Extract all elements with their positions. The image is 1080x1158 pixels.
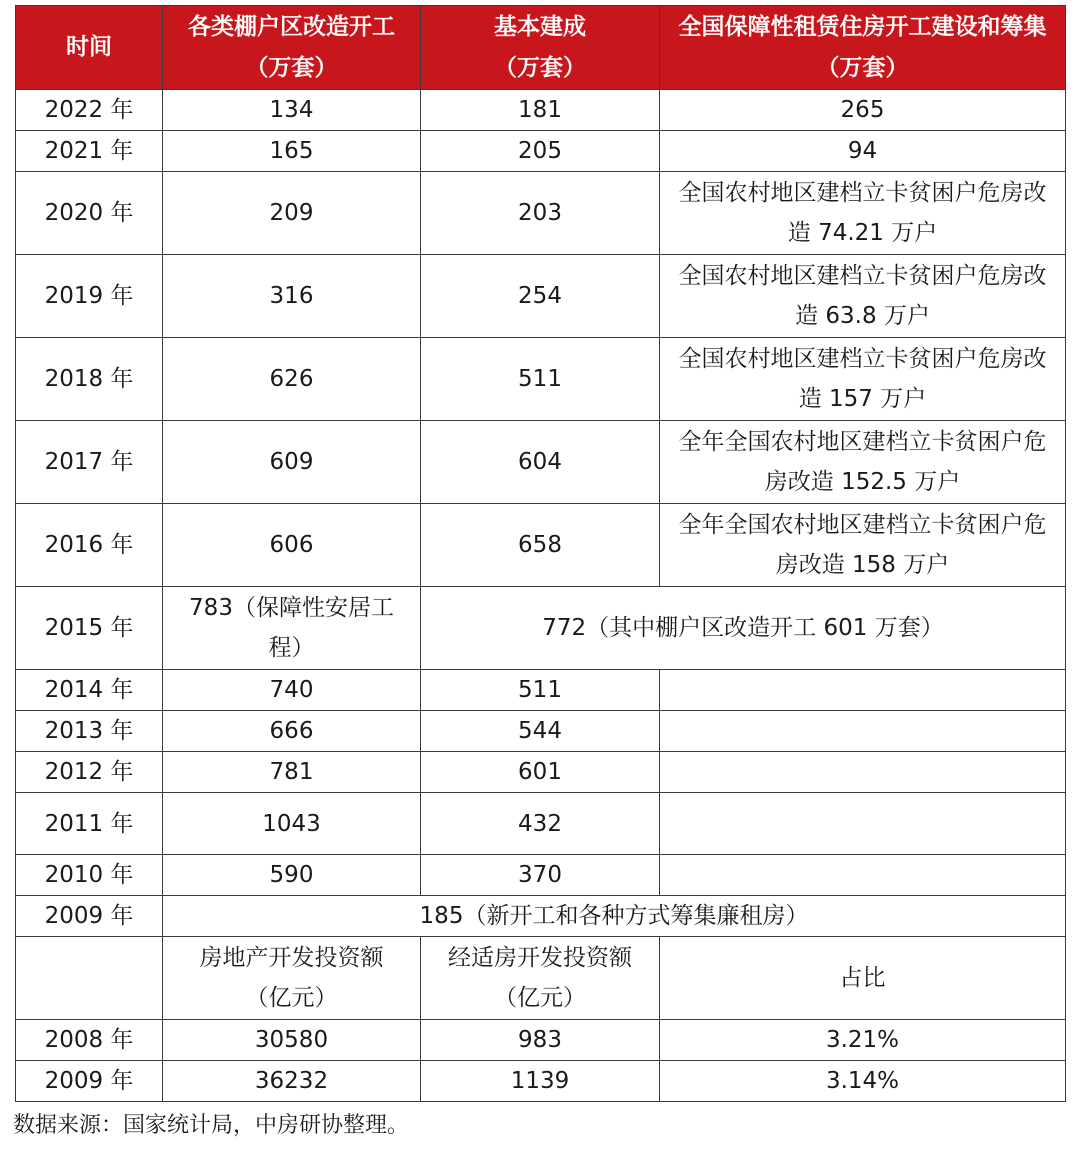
table-row [16, 793, 1066, 855]
cell-year: 2019 年 [16, 255, 163, 338]
cell-rental-line1: 全年全国农村地区建档立卡贫困户危 [678, 429, 1047, 455]
cell-rental-empty [660, 855, 1066, 896]
cell-realestate-investment: 30580 [163, 1020, 421, 1061]
cell-rental: 94 [660, 131, 1066, 172]
cell-completed: 370 [421, 855, 660, 896]
cell-shantytown: 134 [163, 90, 421, 131]
cell-shantytown: 1043 [163, 793, 421, 855]
cell-affordable-investment: 1139 [421, 1061, 660, 1102]
cell-shantytown-line1: 783（保障性安居工 [189, 595, 394, 621]
cell-year: 2013 年 [16, 711, 163, 752]
table-row [16, 855, 1066, 896]
subheader-year-empty [16, 937, 163, 1020]
table-row [16, 504, 1066, 587]
housing-data-table [15, 5, 1066, 1102]
cell-year: 2022 年 [16, 90, 163, 131]
cell-rental-line2: 房改造 152.5 万户 [764, 469, 961, 495]
table-row [16, 587, 1066, 670]
cell-rental-line1: 全年全国农村地区建档立卡贫困户危 [678, 512, 1047, 538]
cell-completed: 205 [421, 131, 660, 172]
cell-merged-2009: 185（新开工和各种方式筹集廉租房） [163, 896, 1066, 937]
cell-completed: 511 [421, 338, 660, 421]
cell-year: 2021 年 [16, 131, 163, 172]
investment-subheader-row [16, 937, 1066, 1020]
cell-realestate-investment: 36232 [163, 1061, 421, 1102]
table-row [16, 1061, 1066, 1102]
cell-year: 2008 年 [16, 1020, 163, 1061]
cell-rental-line2: 房改造 158 万户 [775, 552, 950, 578]
table-header-row [16, 6, 1066, 90]
cell-year: 2009 年 [16, 896, 163, 937]
cell-rental-empty [660, 670, 1066, 711]
cell-rental: 265 [660, 90, 1066, 131]
cell-shantytown: 606 [163, 504, 421, 587]
cell-year: 2012 年 [16, 752, 163, 793]
subheader-affordable-line2: （亿元） [494, 985, 586, 1011]
cell-shantytown: 165 [163, 131, 421, 172]
cell-year: 2009 年 [16, 1061, 163, 1102]
header-basically-completed: 基本建成 （万套） [421, 6, 660, 90]
cell-completed: 544 [421, 711, 660, 752]
cell-rental-line2: 造 63.8 万户 [795, 303, 930, 329]
table-row [16, 896, 1066, 937]
cell-rental [660, 338, 1066, 421]
table-row [16, 752, 1066, 793]
table-row [16, 670, 1066, 711]
cell-completed: 601 [421, 752, 660, 793]
cell-completed: 254 [421, 255, 660, 338]
cell-year: 2010 年 [16, 855, 163, 896]
cell-year: 2018 年 [16, 338, 163, 421]
table-row [16, 421, 1066, 504]
cell-share: 3.14% [660, 1061, 1066, 1102]
cell-rental [660, 255, 1066, 338]
cell-completed: 181 [421, 90, 660, 131]
cell-rental-line1: 全国农村地区建档立卡贫困户危房改 [678, 263, 1047, 289]
cell-completed: 604 [421, 421, 660, 504]
cell-completed: 203 [421, 172, 660, 255]
cell-rental-empty [660, 711, 1066, 752]
cell-rental [660, 504, 1066, 587]
cell-shantytown: 666 [163, 711, 421, 752]
cell-completed: 432 [421, 793, 660, 855]
cell-completed: 511 [421, 670, 660, 711]
subheader-realestate-line2: （亿元） [245, 985, 338, 1011]
cell-year: 2016 年 [16, 504, 163, 587]
table-row [16, 90, 1066, 131]
cell-share: 3.21% [660, 1020, 1066, 1061]
cell-shantytown: 781 [163, 752, 421, 793]
subheader-realestate-line1: 房地产开发投资额 [199, 945, 384, 971]
cell-affordable-investment: 983 [421, 1020, 660, 1061]
cell-shantytown: 209 [163, 172, 421, 255]
table-row [16, 172, 1066, 255]
cell-year: 2014 年 [16, 670, 163, 711]
cell-year: 2015 年 [16, 587, 163, 670]
subheader-affordable-line1: 经适房开发投资额 [448, 945, 632, 971]
cell-rental-line2: 造 157 万户 [798, 386, 927, 412]
cell-shantytown: 316 [163, 255, 421, 338]
cell-shantytown-line2: 程） [268, 635, 315, 661]
subheader-realestate-investment [163, 937, 421, 1020]
cell-rental-empty [660, 752, 1066, 793]
cell-rental-empty [660, 793, 1066, 855]
cell-rental [660, 421, 1066, 504]
cell-year: 2017 年 [16, 421, 163, 504]
header-shantytown-start: 各类棚户区改造开工 （万套） [163, 6, 421, 90]
cell-shantytown: 609 [163, 421, 421, 504]
cell-rental-line2: 造 74.21 万户 [787, 220, 938, 246]
cell-shantytown: 590 [163, 855, 421, 896]
cell-completed: 658 [421, 504, 660, 587]
cell-rental [660, 172, 1066, 255]
table-row [16, 1020, 1066, 1061]
table-row [16, 255, 1066, 338]
header-rental-housing: 全国保障性租赁住房开工建设和筹集 （万套） [660, 6, 1066, 90]
cell-rental-line1: 全国农村地区建档立卡贫困户危房改 [678, 346, 1047, 372]
table-row [16, 131, 1066, 172]
subheader-affordable-investment [421, 937, 660, 1020]
cell-year: 2011 年 [16, 793, 163, 855]
cell-year: 2020 年 [16, 172, 163, 255]
cell-rental-line1: 全国农村地区建档立卡贫困户危房改 [678, 180, 1047, 206]
cell-shantytown: 740 [163, 670, 421, 711]
cell-completed-merged: 772（其中棚户区改造开工 601 万套） [421, 587, 1066, 670]
cell-shantytown [163, 587, 421, 670]
table-row [16, 338, 1066, 421]
data-source-note: 数据来源：国家统计局，中房研协整理。 [13, 1113, 410, 1138]
table-row [16, 711, 1066, 752]
cell-shantytown: 626 [163, 338, 421, 421]
header-time: 时间 [16, 6, 163, 90]
subheader-share: 占比 [660, 937, 1066, 1020]
